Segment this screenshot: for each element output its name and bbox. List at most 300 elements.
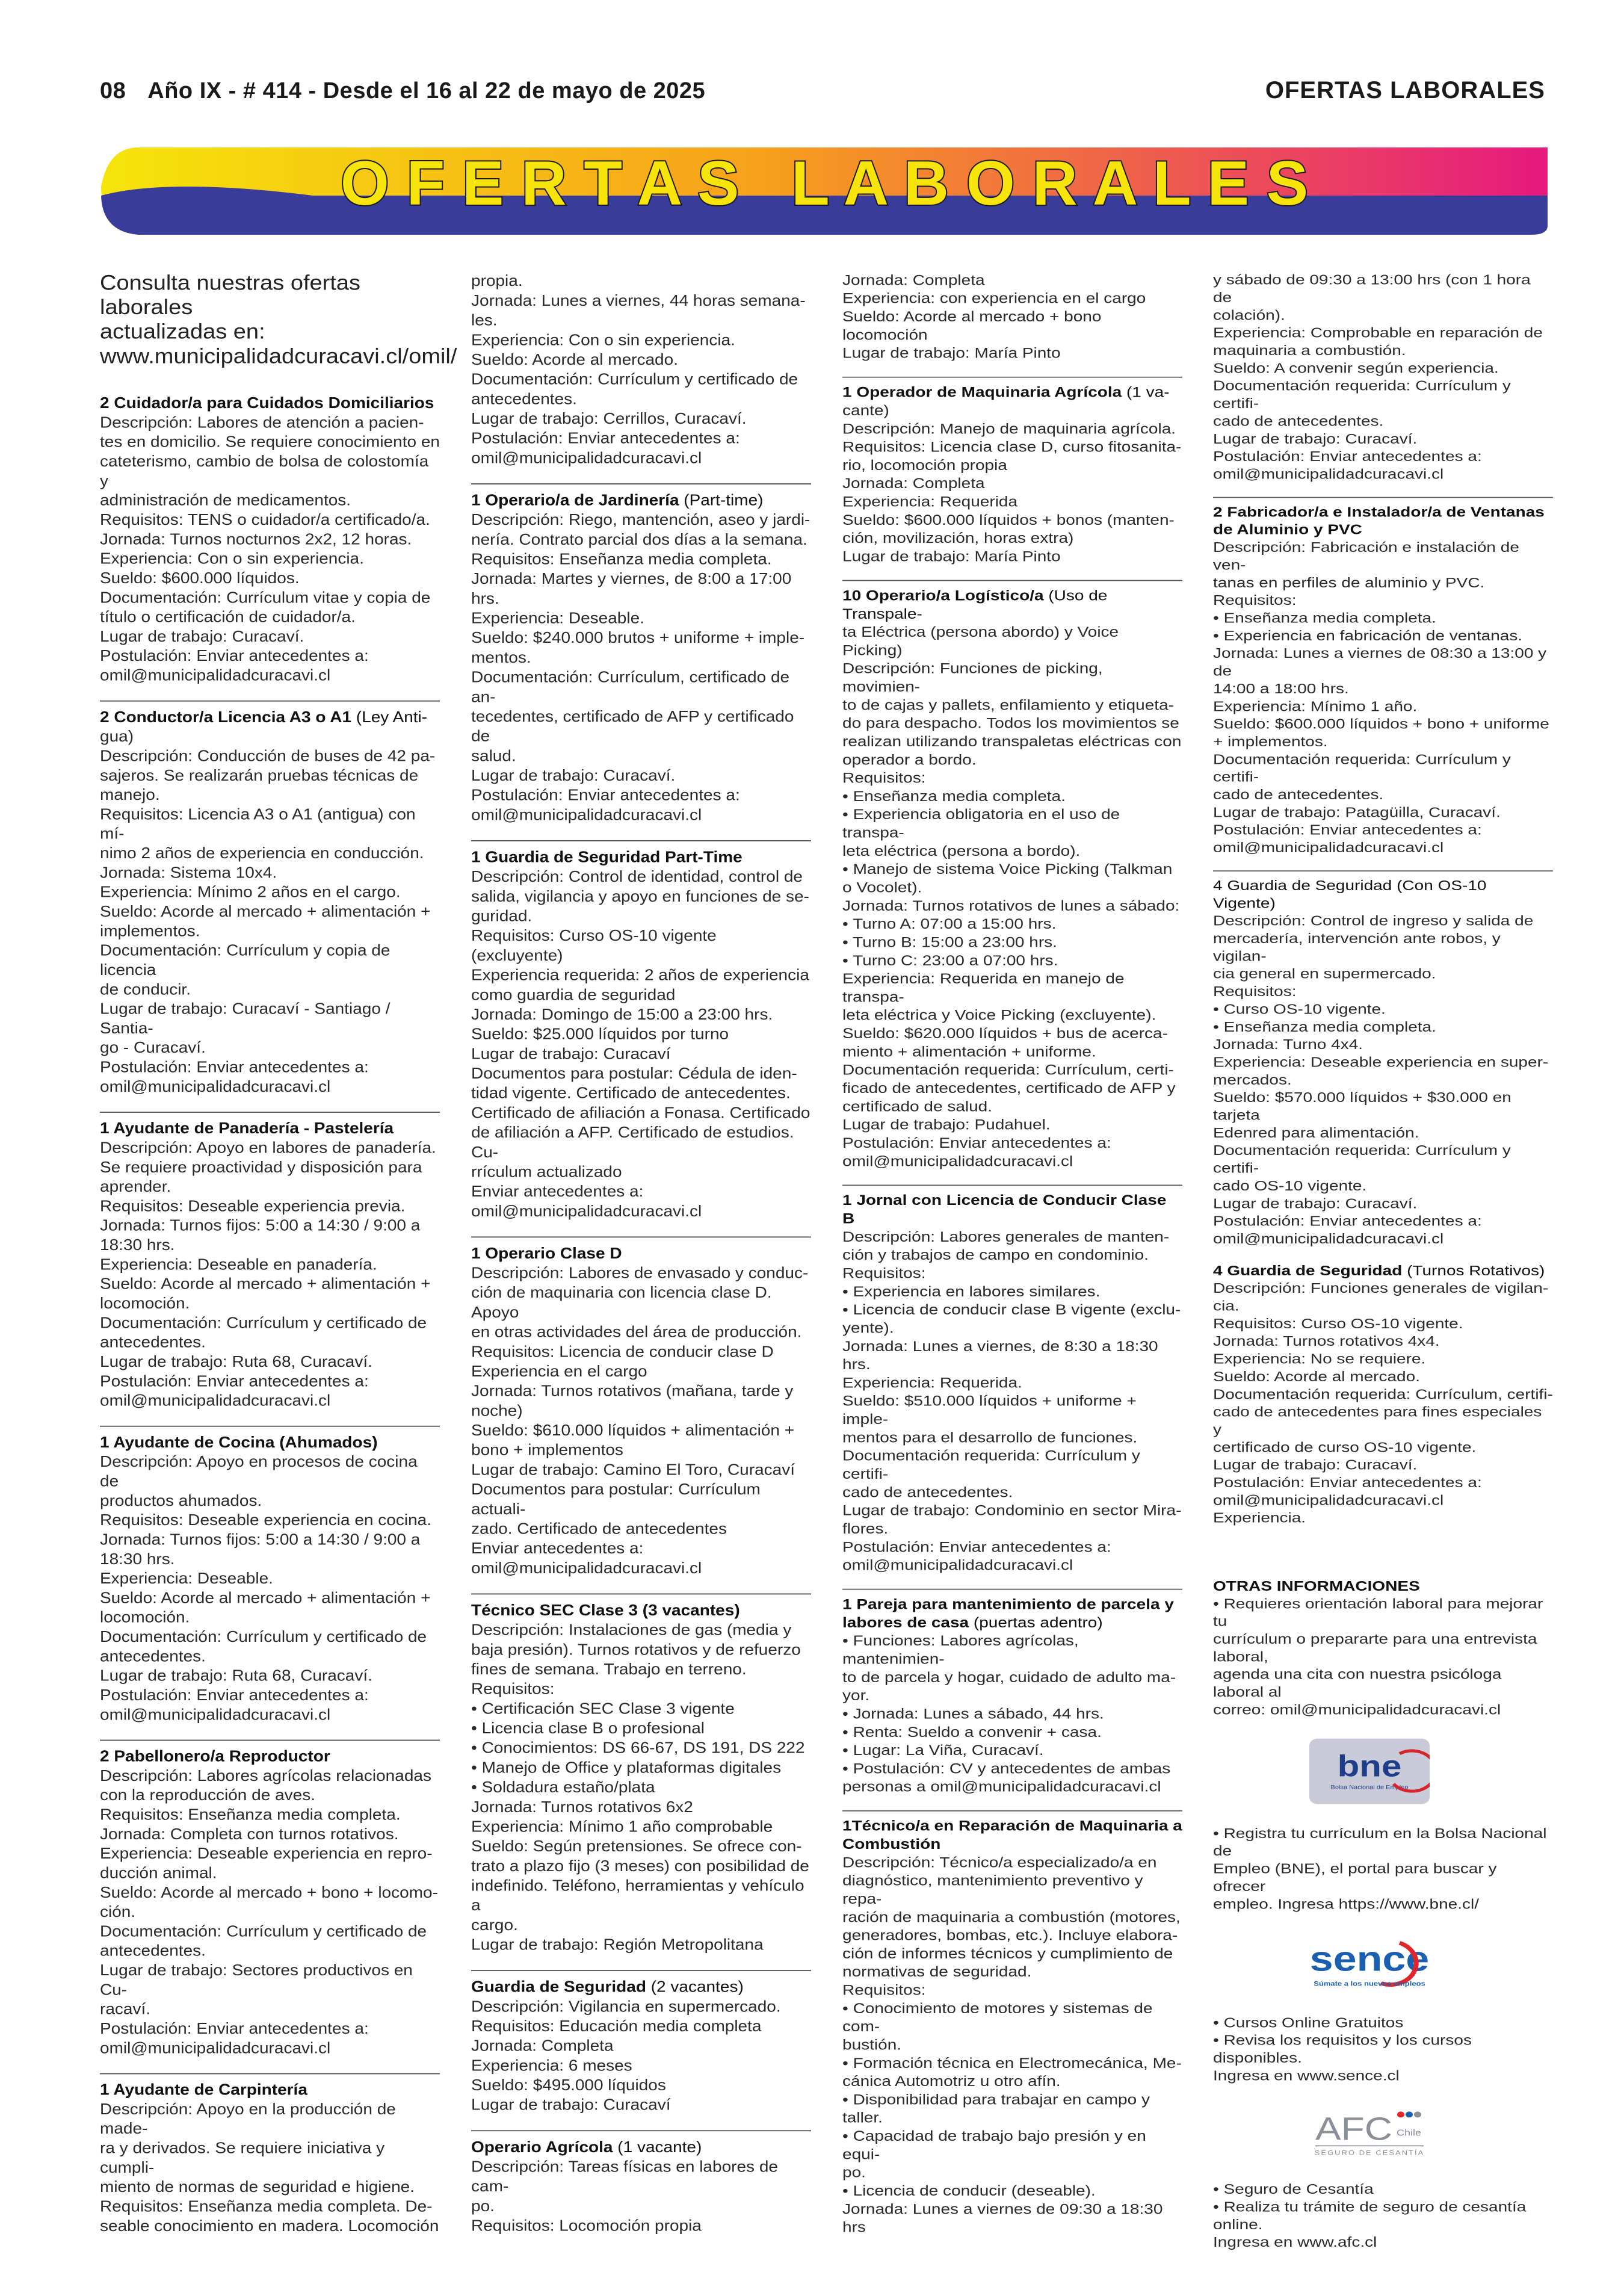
job-detail-line: Experiencia requerida: 2 años de experiencia — [471, 966, 809, 984]
ofertas-banner — [96, 135, 1549, 235]
job-detail-line: Experiencia: Con o sin experiencia. — [471, 330, 735, 348]
job-detail-line: po. — [842, 2164, 866, 2181]
job-detail-line: mentos. — [471, 648, 531, 666]
job-title: 1 Pareja para mantenimiento de parcela y labores de casa (puertas adentro) — [842, 1596, 1174, 1631]
job-detail-line: antecedentes. — [471, 389, 577, 407]
job-detail-line: como guardia de seguridad — [471, 985, 676, 1003]
job-detail-line: Descripción: Riego, mantención, aseo y jardi- — [471, 510, 810, 528]
job-detail-line: Sueldo: $600.000 líquidos. — [100, 569, 300, 587]
job-title: Técnico SEC Clase 3 (3 vacantes) — [471, 1601, 740, 1619]
job-detail-line: Descripción: Conducción de buses de 42 pa- — [100, 747, 436, 764]
job-detail-line: Experiencia. — [1213, 1509, 1306, 1526]
job-detail-line: • Conocimiento de motores y sistemas de com- — [842, 2000, 1153, 2035]
job-detail-line: de afiliación a AFP. Certificado de estudios. Cu- — [471, 1123, 794, 1161]
job-detail-line: Documentos para postular: Currículum actuali- — [471, 1480, 761, 1518]
job-detail-line: Postulación: Enviar antecedentes a: — [100, 2019, 369, 2037]
job-detail-line: Sueldo: A convenir según experiencia. — [1213, 360, 1499, 376]
job-detail-line: Jornada: Turnos rotativos 4x4. — [1213, 1333, 1440, 1349]
job-detail-line: cia. — [1213, 1298, 1240, 1314]
job-detail-line: rrículum actualizado — [471, 1163, 622, 1181]
contact-email[interactable]: personas a omil@municipalidadcuracavi.cl — [842, 1778, 1161, 1795]
job-detail-line: Descripción: Apoyo en la producción de made- — [100, 2100, 396, 2137]
job-detail-line: Descripción: Control de ingreso y salida de — [1213, 912, 1534, 929]
job-detail-line: Documentación: Currículum y copia de licencia — [100, 941, 391, 979]
job-detail-line: • Formación técnica en Electromecánica, Me- — [842, 2055, 1182, 2071]
job-listing — [471, 1236, 811, 1577]
job-detail-line: Documentación requerida: Currículum y certifi- — [1213, 377, 1511, 412]
job-detail-line: salud. — [471, 747, 516, 764]
svg-text:sence: sence — [1309, 1939, 1430, 1979]
job-detail-line: Experiencia: Requerida — [842, 493, 1018, 510]
job-detail-line: Experiencia: con experiencia en el cargo — [842, 290, 1146, 306]
job-detail-line: miento de normas de seguridad e higiene. — [100, 2178, 415, 2196]
job-detail-line: Sueldo: $570.000 líquidos + $30.000 en tarjeta — [1213, 1089, 1511, 1123]
job-detail-line: Lugar de trabajo: Curacaví. — [1213, 1456, 1418, 1473]
job-detail-line: Sueldo: Acorde al mercado + bono locomoción — [842, 308, 1102, 343]
job-title: 1 Jornal con Licencia de Conducir Clase B — [842, 1192, 1167, 1227]
svg-text:AFC: AFC — [1315, 2111, 1392, 2147]
job-detail-line: Jornada: Completa — [842, 475, 985, 492]
job-detail-line: Experiencia: Mínimo 1 año. — [1213, 698, 1418, 714]
contact-email[interactable]: omil@municipalidadcuracavi.cl — [471, 1559, 702, 1577]
job-detail-line: • Renta: Sueldo a convenir + casa. — [842, 1724, 1102, 1740]
job-detail-line: Sueldo: $620.000 líquidos + bus de acerca- — [842, 1025, 1168, 1042]
job-detail-line: Lugar de trabajo: Curacaví - Santiago / Santia- — [100, 1000, 391, 1037]
job-title: 4 Guardia de Seguridad (Con OS-10 Vigente) — [1213, 877, 1487, 911]
job-detail-line: yente). — [842, 1319, 894, 1336]
job-detail-line: Lugar de trabajo: Curacaví. — [100, 627, 304, 645]
job-detail-line: Experiencia: Deseable experiencia en super- — [1213, 1054, 1549, 1070]
job-listing — [471, 271, 811, 468]
job-detail-line: locomoción. — [100, 1294, 190, 1312]
job-detail-line: Documentación requerida: Currículum y certifi- — [1213, 751, 1511, 785]
job-detail-line: Enviar antecedentes a: — [471, 1182, 644, 1200]
info-line: • Requieres orientación laboral para mejorar tu — [1213, 1596, 1543, 1629]
job-detail-line: Sueldo: $600.000 líquidos + bono + uniforme — [1213, 716, 1549, 732]
job-detail-line: diagnóstico, mantenimiento preventivo y repa- — [842, 1872, 1143, 1907]
job-detail-line: normativas de seguridad. — [842, 1963, 1032, 1980]
contact-email[interactable]: omil@municipalidadcuracavi.cl — [471, 1202, 702, 1220]
job-title: 1 Guardia de Seguridad Part-Time — [471, 848, 743, 866]
job-listing — [471, 483, 811, 825]
job-detail-line: propia. — [471, 271, 523, 289]
job-detail-line: Sueldo: Acorde al mercado + bono + locomo- — [100, 1883, 438, 1901]
job-detail-line: • Manejo de sistema Voice Picking (Talkman — [842, 861, 1173, 878]
job-listing — [471, 840, 811, 1221]
info-line: • Realiza tu trámite de seguro de cesantía online. — [1213, 2199, 1527, 2232]
contact-email[interactable]: omil@municipalidadcuracavi.cl — [842, 1153, 1073, 1169]
job-title: 1 Ayudante de Panadería - Pastelería — [100, 1119, 394, 1137]
job-detail-line: Certificado de afiliación a Fonasa. Certificado — [471, 1104, 810, 1121]
job-detail-line: to de parcela y hogar, cuidado de adulto ma- — [842, 1669, 1176, 1686]
job-detail-line: Documentación requerida: Currículum, certifi- — [1213, 1386, 1553, 1402]
job-title: 1 Ayudante de Cocina (Ahumados) — [100, 1433, 378, 1451]
job-detail-line: Requisitos: Deseable experiencia en cocina. — [100, 1511, 431, 1529]
job-detail-line: flores. — [842, 1520, 889, 1537]
job-detail-line: Lugar de trabajo: Curacaví. — [1213, 1195, 1418, 1212]
job-detail-line: Experiencia en el cargo — [471, 1362, 647, 1380]
job-detail-line: Documentación: Currículum y certificado de — [471, 370, 798, 388]
info-line: currículum o prepararte para una entrevista laboral, — [1213, 1631, 1537, 1665]
job-detail-line: Requisitos: Locomoción propia — [471, 2217, 702, 2235]
job-detail-line: Jornada: Completa — [471, 2037, 614, 2055]
job-title: 2 Conductor/a Licencia A3 o A1 (Ley Anti- — [100, 708, 428, 726]
job-detail-line: Jornada: Turnos fijos: 5:00 a 14:30 / 9:00 a — [100, 1531, 421, 1548]
job-detail-line: cargo. — [471, 1916, 518, 1934]
contact-email[interactable]: omil@municipalidadcuracavi.cl — [1213, 466, 1444, 482]
job-detail-line: Jornada: Lunes a viernes, de 8:30 a 18:30 hrs. — [842, 1338, 1158, 1373]
job-title: 2 Pabellonero/a Reproductor — [100, 1747, 330, 1765]
job-detail-line: Lugar de trabajo: Patagüilla, Curacaví. — [1213, 804, 1501, 820]
job-detail-line: Postulación: Enviar antecedentes a: — [471, 786, 740, 804]
info-line[interactable]: correo: omil@municipalidadcuracavi.cl — [1213, 1701, 1501, 1718]
job-detail-line: Jornada: Turnos rotativos 6x2 — [471, 1798, 693, 1816]
job-detail-line: Documentación: Currículum y certificado de — [100, 1314, 427, 1331]
job-detail-line: Sueldo: Acorde al mercado + alimentación + — [100, 1275, 431, 1293]
info-line: • Cursos Online Gratuitos — [1213, 2014, 1404, 2031]
job-detail-line: Jornada: Turno 4x4. — [1213, 1036, 1363, 1053]
job-listing — [842, 1589, 1182, 1796]
job-detail-line: • Enseñanza media completa. — [842, 788, 1066, 805]
job-detail-line: Descripción: Labores de envasado y conduc- — [471, 1264, 809, 1282]
job-detail-line: Lugar de trabajo: María Pinto — [842, 548, 1061, 565]
job-listing — [1213, 1261, 1553, 1526]
job-detail-line: • Disponibilidad para trabajar en campo y taller. — [842, 2091, 1150, 2126]
job-detail-line: Jornada: Turnos rotativos (mañana, tarde y — [471, 1382, 794, 1400]
job-detail-line: y sábado de 09:30 a 13:00 hrs (con 1 hora de — [1213, 271, 1531, 306]
job-detail-line: • Licencia de conducir (deseable). — [842, 2182, 1096, 2199]
job-detail-line: guridad. — [471, 907, 533, 925]
job-listing — [100, 701, 440, 1096]
job-detail-line: leta eléctrica (persona a bordo). — [842, 843, 1081, 859]
info-line: • Revisa los requisitos y los cursos disponibles. — [1213, 2032, 1472, 2066]
job-listing — [100, 2073, 440, 2236]
job-detail-line: antecedentes. — [100, 1647, 206, 1665]
contact-email[interactable]: omil@municipalidadcuracavi.cl — [100, 1391, 331, 1410]
job-detail-line: en otras actividades del área de producción. — [471, 1323, 802, 1341]
job-detail-line: aprender. — [100, 1177, 171, 1195]
job-detail-line: Descripción: Tareas físicas en labores de cam- — [471, 2158, 778, 2195]
job-detail-line: Experiencia: Deseable en panadería. — [100, 1255, 377, 1273]
omil-link[interactable]: www.municipalidadcuracavi.cl/omil/ — [100, 344, 457, 368]
job-detail-line: Documentación: Currículum vitae y copia de — [100, 589, 431, 606]
job-detail-line: Descripción: Labores generales de manten- — [842, 1228, 1170, 1245]
job-detail-line: rio, locomoción propia — [842, 457, 1007, 474]
job-detail-line: ducción animal. — [100, 1864, 217, 1882]
job-detail-line: o Vocolet). — [842, 879, 922, 896]
job-detail-line: Experiencia: Mínimo 1 año comprobable — [471, 1818, 773, 1836]
column-1 — [100, 271, 457, 2251]
job-detail-line: 18:30 hrs. — [100, 1236, 175, 1254]
afc-logo — [1309, 2105, 1430, 2160]
job-detail-line: • Soldadura estaño/plata — [471, 1778, 655, 1796]
job-detail-line: Experiencia: Mínimo 2 años en el cargo. — [100, 883, 401, 901]
job-detail-line: Sueldo: Acorde al mercado + alimentación + — [100, 1589, 431, 1606]
job-detail-line: salida, vigilancia y apoyo en funciones de se- — [471, 887, 809, 905]
job-detail-line: Jornada: Lunes a viernes, 44 horas semana- — [471, 291, 806, 309]
job-detail-line: Requisitos: Curso OS-10 vigente. — [1213, 1315, 1463, 1331]
job-detail-line: bustión. — [842, 2036, 902, 2053]
job-detail-line: Jornada: Sistema 10x4. — [100, 864, 277, 881]
svg-text:SEGURO DE CESANTÍA: SEGURO DE CESANTÍA — [1314, 2149, 1425, 2157]
job-detail-line: cado de antecedentes para fines especiales y — [1213, 1404, 1542, 1438]
job-detail-line: Experiencia: Con o sin experiencia. — [100, 549, 364, 568]
column-4 — [1213, 271, 1553, 2251]
svg-text:bne: bne — [1337, 1749, 1402, 1783]
contact-email[interactable]: omil@municipalidadcuracavi.cl — [471, 449, 702, 466]
contact-email[interactable]: omil@municipalidadcuracavi.cl — [100, 1706, 331, 1723]
job-detail-line: Sueldo: Según pretensiones. Se ofrece con- — [471, 1837, 802, 1855]
job-detail-line: gua) — [100, 728, 134, 745]
job-detail-line: tidad vigente. Certificado de antecedentes. — [471, 1084, 791, 1102]
job-detail-line: seable conocimiento en madera. Locomoción — [100, 2217, 439, 2235]
banner-title: O F E R T A S L A B O R A L E S — [340, 149, 1309, 218]
job-listing — [471, 1970, 811, 2114]
job-detail-line: to de cajas y pallets, enfilamiento y etiqueta- — [842, 696, 1174, 713]
job-detail-line: Se requiere proactividad y disposición para — [100, 1158, 422, 1176]
job-detail-line: • Jornada: Lunes a sábado, 44 hrs. — [842, 1705, 1104, 1722]
job-detail-line: Lugar de trabajo: Pudahuel. — [842, 1116, 1051, 1133]
job-detail-line: Postulación: Enviar antecedentes a: — [100, 1058, 369, 1076]
job-detail-line: Experiencia: Deseable. — [471, 609, 644, 627]
job-detail-line: • Manejo de Office y plataformas digitales — [471, 1759, 782, 1776]
job-detail-line: Postulación: Enviar antecedentes a: — [100, 647, 369, 664]
job-detail-line: mercados. — [1213, 1071, 1292, 1088]
job-detail-line: Sueldo: $25.000 líquidos por turno — [471, 1025, 729, 1043]
job-detail-line: cado OS-10 vigente. — [1213, 1177, 1367, 1193]
job-detail-line: • Funciones: Labores agrícolas, mantenimien- — [842, 1632, 1079, 1667]
job-detail-line: Lugar de trabajo: María Pinto — [842, 345, 1061, 361]
otras-informaciones — [1213, 1577, 1553, 2251]
job-detail-line: operador a bordo. — [842, 751, 977, 768]
job-detail-line: Documentos para postular: Cédula de iden- — [471, 1064, 797, 1082]
contact-email[interactable]: omil@municipalidadcuracavi.cl — [1213, 1492, 1444, 1508]
job-detail-line: realizan utilizando transpaletas eléctricas con — [842, 733, 1182, 750]
job-detail-line: + implementos. — [1213, 733, 1328, 749]
job-detail-line: • Enseñanza media completa. — [1213, 610, 1436, 626]
column-2 — [471, 271, 811, 2251]
job-detail-line: Lugar de trabajo: Cerrillos, Curacaví. — [471, 409, 747, 427]
job-detail-line: Jornada: Lunes a viernes de 09:30 a 18:30 hrs — [842, 2200, 1163, 2235]
job-detail-line: generadores, bombas, etc.). Incluye elabora- — [842, 1927, 1178, 1943]
info-line[interactable]: Ingresa en www.afc.cl — [1213, 2234, 1377, 2250]
info-line: agenda una cita con nuestra psicóloga laboral al — [1213, 1666, 1502, 1700]
job-detail-line: racaví. — [100, 2000, 151, 2018]
job-title: 2 Cuidador/a para Cuidados Domiciliarios — [100, 394, 434, 412]
job-detail-line: Edenred para alimentación. — [1213, 1124, 1419, 1141]
job-detail-line: antecedentes. — [100, 1942, 206, 1960]
job-detail-line: Enviar antecedentes a: — [471, 1539, 644, 1557]
job-detail-line: Lugar de trabajo: Sectores productivos en Cu- — [100, 1961, 413, 1998]
job-detail-line: Lugar de trabajo: Curacaví — [471, 2096, 671, 2114]
info-line[interactable]: Ingresa en www.sence.cl — [1213, 2067, 1400, 2084]
job-detail-line: • Licencia clase B o profesional — [471, 1719, 705, 1737]
job-detail-line: Lugar de trabajo: Curacaví. — [471, 766, 676, 784]
job-detail-line: Sueldo: Acorde al mercado. — [1213, 1368, 1420, 1384]
job-detail-line: Descripción: Técnico/a especializado/a en — [842, 1854, 1157, 1871]
job-detail-line: • Enseñanza media completa. — [1213, 1018, 1436, 1035]
job-detail-line: título o certificación de cuidador/a. — [100, 608, 356, 626]
job-title: 10 Operario/a Logístico/a (Uso de Transpale- — [842, 587, 1108, 622]
job-title: 1 Operario Clase D — [471, 1244, 622, 1262]
job-detail-line: ta Eléctrica (persona abordo) y Voice Picking) — [842, 624, 1119, 658]
job-detail-line: Postulación: Enviar antecedentes a: — [1213, 1213, 1482, 1229]
job-detail-line: Descripción: Control de identidad, control de — [471, 867, 803, 885]
job-detail-line: Lugar de trabajo: Camino El Toro, Curacaví — [471, 1461, 795, 1479]
job-detail-line: Jornada: Turnos fijos: 5:00 a 14:30 / 9:00 a — [100, 1216, 421, 1234]
job-detail-line: Requisitos: Curso OS-10 vigente (excluyente) — [471, 926, 717, 964]
job-detail-line: trato a plazo fijo (3 meses) con posibilidad de — [471, 1857, 809, 1875]
job-detail-line: certificado de curso OS-10 vigente. — [1213, 1439, 1477, 1455]
job-detail-line: Documentación: Currículum y certificado de — [100, 1627, 427, 1645]
job-detail-line: Experiencia: Deseable. — [100, 1569, 273, 1587]
contact-email[interactable]: omil@municipalidadcuracavi.cl — [100, 1077, 331, 1095]
job-detail-line: Jornada: Turnos rotativos de lunes a sábado: — [842, 897, 1180, 914]
job-detail-line: go - Curacaví. — [100, 1039, 206, 1056]
job-listing — [1213, 497, 1553, 856]
job-detail-line: fines de semana. Trabajo en terreno. — [471, 1660, 747, 1678]
job-detail-line: Descripción: Fabricación e instalación de ven- — [1213, 539, 1519, 573]
job-detail-line: Requisitos: Enseñanza media completa. De- — [100, 2197, 433, 2215]
info-line: • Seguro de Cesantía — [1213, 2181, 1374, 2197]
job-detail-line: cánica Automotriz u otro afín. — [842, 2073, 1061, 2090]
job-detail-line: bono + implementos — [471, 1441, 623, 1459]
intro: Consulta nuestras ofertas laborales actualizadas en: www.municipalidadcuracavi.cl/omil/ — [100, 271, 457, 368]
job-listing — [100, 1426, 440, 1724]
job-detail-line: antecedentes. — [100, 1333, 206, 1351]
job-detail-line: Sueldo: $600.000 líquidos + bonos (manten- — [842, 512, 1175, 528]
job-title: 2 Fabricador/a e Instalador/a de Ventanas de Aluminio y PVC — [1213, 504, 1545, 537]
info-line[interactable]: empleo. Ingresa https://www.bne.cl/ — [1213, 1896, 1479, 1912]
job-detail-line: Postulación: Enviar antecedentes a: — [100, 1372, 369, 1390]
job-detail-line: Requisitos: — [1213, 983, 1297, 1000]
job-detail-line: cado de antecedentes. — [1213, 787, 1384, 803]
job-detail-line: Postulación: Enviar antecedentes a: — [471, 429, 740, 447]
job-detail-line: Descripción: Labores de atención a pacien- — [100, 413, 424, 431]
job-detail-line: Experiencia: Comprobable en reparación de — [1213, 324, 1543, 341]
job-detail-line: Experiencia: No se requiere. — [1213, 1351, 1426, 1367]
job-listing — [471, 2130, 811, 2235]
job-detail-line: Documentación requerida: Currículum, certi- — [842, 1062, 1174, 1078]
job-detail-line: ción y trabajos de campo en condominio. — [842, 1246, 1149, 1263]
job-detail-line: Postulación: Enviar antecedentes a: — [842, 1538, 1111, 1555]
job-detail-line: Requisitos: Licencia A3 o A1 (antigua) con mí- — [100, 805, 416, 843]
job-detail-line: Lugar de trabajo: Curacaví. — [1213, 430, 1418, 447]
job-title: 1Técnico/a en Reparación de Maquinaria a Combustión — [842, 1818, 1182, 1852]
job-detail-line: Lugar de trabajo: Curacaví — [471, 1044, 671, 1062]
svg-text:Súmate a los nuevos empleos: Súmate a los nuevos empleos — [1314, 1979, 1425, 1988]
job-detail-line: Descripción: Funciones de picking, movimien- — [842, 660, 1103, 695]
job-detail-line: Requisitos: — [842, 1981, 926, 1998]
job-detail-line: Requisitos: Enseñanza media completa. — [471, 550, 772, 568]
job-detail-line: Descripción: Vigilancia en supermercado. — [471, 1997, 781, 2015]
contact-email[interactable]: omil@municipalidadcuracavi.cl — [471, 806, 702, 824]
job-detail-line: cante) — [842, 402, 889, 419]
job-detail-line: Sueldo: $495.000 líquidos — [471, 2076, 666, 2094]
job-detail-line: con la reproducción de aves. — [100, 1786, 315, 1804]
job-detail-line: Sueldo: $510.000 líquidos + uniforme + imple- — [842, 1393, 1137, 1428]
job-detail-line: noche) — [471, 1402, 523, 1419]
job-detail-line: Requisitos: Educación media completa — [471, 2017, 762, 2035]
job-detail-line: Descripción: Instalaciones de gas (media y — [471, 1621, 792, 1639]
job-detail-line: les. — [471, 311, 498, 329]
job-detail-line: Experiencia: Requerida en manejo de transpa- — [842, 970, 1125, 1005]
job-detail-line: 18:30 hrs. — [100, 1550, 175, 1568]
job-detail-line: Postulación: Enviar antecedentes a: — [100, 1686, 369, 1704]
job-detail-line: Requisitos: — [842, 1264, 926, 1281]
column-3 — [842, 271, 1182, 2251]
job-detail-line: Requisitos: — [471, 1680, 555, 1698]
job-detail-line: Descripción: Apoyo en procesos de cocina de — [100, 1453, 418, 1490]
job-detail-line: tecedentes, certificado de AFP y certificado de — [471, 707, 794, 745]
contact-email[interactable]: omil@municipalidadcuracavi.cl — [842, 1556, 1073, 1573]
job-detail-line: • Licencia de conducir clase B vigente (exclu- — [842, 1301, 1181, 1318]
sence-logo — [1309, 1933, 1430, 1994]
job-detail-line: Postulación: Enviar antecedentes a: — [1213, 448, 1482, 465]
job-detail-line: Jornada: Completa con turnos rotativos. — [100, 1825, 399, 1843]
job-detail-line: de conducir. — [100, 980, 191, 998]
job-listing — [471, 1593, 811, 1954]
job-listing — [100, 1112, 440, 1410]
contact-email[interactable]: omil@municipalidadcuracavi.cl — [100, 2039, 331, 2057]
job-detail-line: po. — [471, 2197, 495, 2215]
otras-title: OTRAS INFORMACIONES — [1213, 1577, 1420, 1594]
job-detail-line: 14:00 a 18:00 hrs. — [1213, 680, 1349, 696]
job-detail-line: ción, movilización, horas extra) — [842, 530, 1074, 546]
job-detail-line: cia general en supermercado. — [1213, 965, 1436, 982]
job-detail-line: miento + alimentación + uniforme. — [842, 1043, 1096, 1060]
job-detail-line: ración de maquinaria a combustión (motores, — [842, 1908, 1181, 1925]
job-detail-line: cado de antecedentes. — [1213, 413, 1384, 429]
contact-email[interactable]: omil@municipalidadcuracavi.cl — [1213, 1231, 1444, 1247]
job-listing — [842, 580, 1182, 1171]
contact-email[interactable]: omil@municipalidadcuracavi.cl — [1213, 840, 1444, 856]
job-detail-line: ficado de antecedentes, certificado de AFP y — [842, 1080, 1176, 1097]
job-detail-line: Documentación: Currículum, certificado de an- — [471, 668, 790, 705]
bne-logo — [1309, 1739, 1430, 1804]
job-listing — [100, 393, 440, 685]
job-title: 1 Ayudante de Carpintería — [100, 2081, 307, 2099]
job-detail-line: Jornada: Lunes a viernes de 08:30 a 13:00 y de — [1213, 645, 1547, 679]
job-detail-line: • Conocimientos: DS 66-67, DS 191, DS 222 — [471, 1739, 805, 1757]
job-detail-line: Lugar de trabajo: Ruta 68, Curacaví. — [100, 1352, 372, 1370]
contact-email[interactable]: omil@municipalidadcuracavi.cl — [100, 666, 331, 684]
job-detail-line: Requisitos: Licencia clase D, curso fitosanita- — [842, 438, 1182, 455]
job-detail-line: indefinido. Teléfono, herramientas y vehículo a — [471, 1877, 804, 1914]
job-detail-line: do para despacho. Todos los movimientos se — [842, 715, 1179, 731]
job-listing — [842, 271, 1182, 362]
job-detail-line: cado de antecedentes. — [842, 1484, 1013, 1500]
job-detail-line: Descripción: Funciones generales de vigilan- — [1213, 1280, 1549, 1296]
job-listing — [1213, 870, 1553, 1247]
job-detail-line: Requisitos: — [842, 769, 926, 786]
job-detail-line: Descripción: Manejo de maquinaria agrícola. — [842, 420, 1176, 437]
job-detail-line: ción. — [100, 1903, 136, 1921]
job-detail-line: • Certificación SEC Clase 3 vigente — [471, 1699, 735, 1717]
job-detail-line: productos ahumados. — [100, 1491, 262, 1509]
job-detail-line: leta eléctrica y Voice Picking (excluyente). — [842, 1007, 1156, 1023]
job-detail-line: • Curso OS-10 vigente. — [1213, 1001, 1386, 1017]
section-title: OFERTAS LABORALES — [1265, 77, 1545, 104]
job-detail-line: Postulación: Enviar antecedentes a: — [842, 1134, 1111, 1151]
svg-text:Bolsa Nacional de Empleo: Bolsa Nacional de Empleo — [1330, 1784, 1409, 1791]
job-title: Operario Agrícola (1 vacante) — [471, 2138, 702, 2156]
job-detail-line: colación). — [1213, 307, 1285, 323]
job-detail-line: Sueldo: $240.000 brutos + uniforme + imple- — [471, 628, 805, 646]
job-detail-line: • Turno B: 15:00 a 23:00 hrs. — [842, 933, 1057, 950]
job-listing — [842, 377, 1182, 566]
job-detail-line: Experiencia: Deseable experiencia en repro- — [100, 1845, 433, 1862]
